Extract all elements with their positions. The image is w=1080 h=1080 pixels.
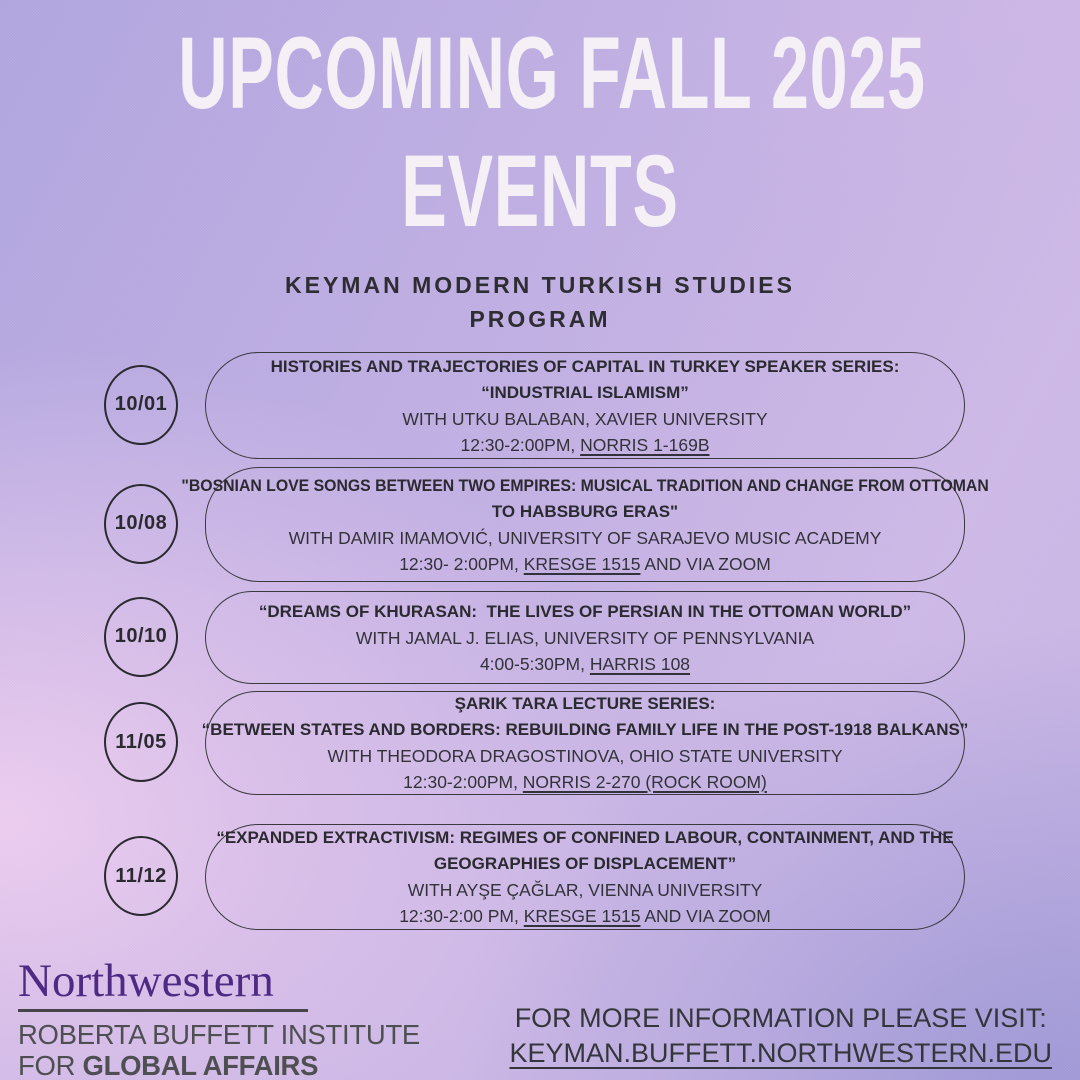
program-subtitle-line2: PROGRAM <box>469 306 611 332</box>
institute-name-line1: ROBERTA BUFFETT INSTITUTE <box>18 1018 420 1050</box>
event-title-line: ŞARIK TARA LECTURE SERIES: <box>454 694 716 713</box>
event-when-where <box>403 769 767 795</box>
event-date-badge <box>104 597 178 677</box>
event-location-link: KRESGE 1515 <box>523 553 641 574</box>
event-speaker: WITH THEODORA DRAGOSTINOVA, OHIO STATE UNIVERSITY <box>327 746 843 766</box>
event-title-line: “DREAMS OF KHURASAN: THE LIVES OF PERSIAN IN THE OTTOMAN WORLD” <box>258 601 912 621</box>
event-row-3 <box>0 591 1080 682</box>
northwestern-wordmark: Northwestern <box>18 955 274 1007</box>
event-speaker: WITH AYŞE ÇAĞLAR, VIENNA UNIVERSITY <box>407 880 763 900</box>
institute-global-affairs: GLOBAL AFFAIRS <box>82 1049 319 1080</box>
event-date: 10/08 <box>114 512 168 534</box>
event-date-badge <box>104 702 178 782</box>
event-date: 10/10 <box>114 625 168 647</box>
event-card <box>205 824 965 930</box>
more-info-url-link[interactable]: KEYMAN.BUFFETT.NORTHWESTERN.EDU <box>509 1038 1052 1068</box>
event-date: 11/05 <box>115 730 167 753</box>
program-subtitle <box>0 268 1080 336</box>
event-when-where <box>480 651 690 677</box>
event-row-5 <box>0 824 1080 928</box>
event-time: 4:00-5:30PM, <box>479 653 590 674</box>
event-speaker: WITH DAMIR IMAMOVIĆ, UNIVERSITY OF SARAJEVO MUSIC ACADEMY <box>288 527 882 548</box>
event-card <box>205 352 965 459</box>
event-location-suffix: AND VIA ZOOM <box>640 553 771 574</box>
event-row-1 <box>0 352 1080 457</box>
event-title-line: “INDUSTRIAL ISLAMISM” <box>481 382 689 402</box>
event-title-line: HISTORIES AND TRAJECTORIES OF CAPITAL IN TURKEY SPEAKER SERIES: <box>270 356 900 376</box>
event-time: 12:30-2:00 PM, <box>399 906 524 926</box>
institute-for-prefix: FOR <box>18 1049 83 1080</box>
event-speaker: WITH UTKU BALABAN, XAVIER UNIVERSITY <box>402 408 768 429</box>
northwestern-logo-block <box>18 956 420 1080</box>
institute-name-line2 <box>18 1050 420 1080</box>
event-speaker: WITH JAMAL J. ELIAS, UNIVERSITY OF PENNSYLVANIA <box>355 627 815 648</box>
event-title-line: "BOSNIAN LOVE SONGS BETWEEN TWO EMPIRES: MUSICAL TRADITION AND CHANGE FROM OTTOMAN <box>181 475 989 495</box>
event-title-line: TO HABSBURG ERAS" <box>491 501 679 521</box>
event-location-link: NORRIS 2-270 (ROCK ROOM) <box>522 772 767 792</box>
event-card <box>205 591 965 684</box>
event-title-line: GEOGRAPHIES OF DISPLACEMENT” <box>433 854 737 873</box>
event-date: 11/12 <box>115 864 167 887</box>
event-time: 12:30-2:00PM, <box>460 434 581 455</box>
event-time: 12:30- 2:00PM, <box>399 553 524 574</box>
event-location-suffix: AND VIA ZOOM <box>640 906 771 926</box>
event-date-badge <box>104 836 178 916</box>
event-card <box>201 691 969 795</box>
page-title <box>0 14 1080 250</box>
event-row-2 <box>0 467 1080 580</box>
event-location-link: HARRIS 108 <box>589 653 691 674</box>
event-location-link: KRESGE 1515 <box>523 906 641 926</box>
event-when-where <box>399 551 771 577</box>
event-location-link: NORRIS 1-169B <box>580 434 710 455</box>
event-when-where <box>399 903 771 929</box>
event-when-where <box>460 432 709 458</box>
event-time: 12:30-2:00PM, <box>403 772 523 792</box>
event-title-line: “BETWEEN STATES AND BORDERS: REBUILDING FAMILY LIFE IN THE POST-1918 BALKANS” <box>201 720 969 739</box>
more-info-text: FOR MORE INFORMATION PLEASE VISIT: <box>514 1003 1047 1033</box>
page-title-line2: EVENTS <box>401 134 679 248</box>
program-subtitle-line1: KEYMAN MODERN TURKISH STUDIES <box>285 272 795 298</box>
event-row-4 <box>0 691 1080 793</box>
logo-divider-line <box>18 1009 308 1012</box>
page-title-line1: UPCOMING FALL 2025 <box>178 16 926 130</box>
event-title-line: “EXPANDED EXTRACTIVISM: REGIMES OF CONFINED LABOUR, CONTAINMENT, AND THE <box>216 828 954 847</box>
more-info-block <box>509 1003 1052 1068</box>
event-card <box>181 467 989 582</box>
event-date: 10/01 <box>114 393 168 415</box>
event-date-badge <box>104 365 178 445</box>
event-date-badge <box>104 484 178 564</box>
